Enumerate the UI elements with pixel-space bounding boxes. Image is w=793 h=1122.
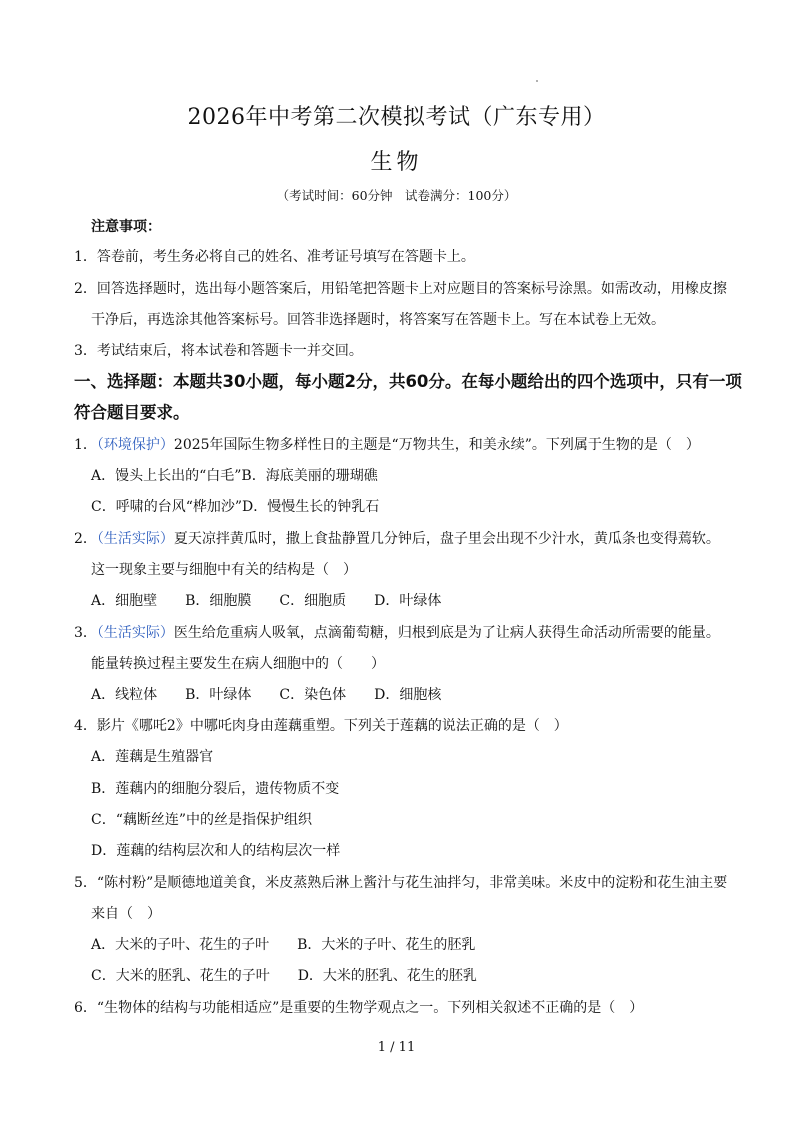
question-1 xyxy=(74,435,700,455)
question-3-tag: （生活实际） xyxy=(96,625,174,641)
scan-dot xyxy=(536,80,538,82)
note-1: 1．答卷前，考生务必将自己的姓名、准考证号填写在答题卡上。 xyxy=(74,249,475,265)
question-6-text: 6．“生物体的结构与功能相适应”是重要的生物学观点之一。下列相关叙述不正确的是（ ） xyxy=(74,1000,644,1016)
question-4-option-a: A．莲藕是生殖器官 xyxy=(91,749,214,765)
question-1-number: 1． xyxy=(74,437,97,453)
question-2-number: 2． xyxy=(74,531,97,547)
exam-subject: 生物 xyxy=(370,150,423,175)
question-2-options: A．细胞壁 B．细胞膜 C．细胞质 D．叶绿体 xyxy=(91,593,442,609)
question-1-options-cd: C．呼啸的台风“桦加沙”D．慢慢生长的钟乳石 xyxy=(91,499,380,515)
question-4-option-d: D．莲藕的结构层次和人的结构层次一样 xyxy=(91,843,341,859)
note-2-line-2: 干净后，再选涂其他答案标号。回答非选择题时，将答案写在答题卡上。写在本试卷上无效。 xyxy=(91,312,665,328)
question-3-options: A．线粒体 B．叶绿体 C．染色体 D．细胞核 xyxy=(91,687,442,703)
question-4-option-c: C．“藕断丝连”中的丝是指保护组织 xyxy=(91,812,313,828)
question-1-options-ab: A．馒头上长出的“白毛”B．海底美丽的珊瑚礁 xyxy=(91,468,378,484)
note-2-line-1: 2．回答选择题时，选出每小题答案后，用铅笔把答题卡上对应题目的答案标号涂黑。如需改动，用橡皮擦 xyxy=(74,281,727,297)
question-3-text-2: 能量转换过程主要发生在病人细胞中的（ ） xyxy=(91,656,385,672)
question-5-text-2: 来自（ ） xyxy=(91,906,161,922)
question-3-text: 医生给危重病人吸氧，点滴葡萄糖，归根到底是为了让病人获得生命活动所需要的能量。 xyxy=(173,625,720,641)
question-4-option-b: B．莲藕内的细胞分裂后，遗传物质不变 xyxy=(91,781,340,797)
question-2-text-2: 这一现象主要与细胞中有关的结构是（ ） xyxy=(91,562,357,578)
notes-heading: 注意事项： xyxy=(91,219,161,235)
question-2-tag: （生活实际） xyxy=(96,531,174,547)
exam-meta: （考试时间：60分钟 试卷满分：100分） xyxy=(276,188,517,203)
question-2 xyxy=(74,529,720,549)
question-4-text: 4．影片《哪吒2》中哪吒肉身由莲藕重塑。下列关于莲藕的说法正确的是（ ） xyxy=(74,718,568,734)
section-heading-line-1: 一、选择题：本题共30小题，每小题2分，共60分。在每小题给出的四个选项中，只有一项 xyxy=(74,372,742,391)
exam-title: 2026年中考第二次模拟考试（广东专用） xyxy=(187,105,606,130)
section-heading-line-2: 符合题目要求。 xyxy=(74,403,190,422)
question-3 xyxy=(74,623,720,643)
question-5-text: 5．“陈村粉”是顺德地道美食，米皮蒸熟后淋上酱汁与花生油拌匀，非常美味。米皮中的淀粉和花生油主要 xyxy=(74,875,728,891)
question-5-options-ab: A．大米的子叶、花生的子叶 B．大米的子叶、花生的胚乳 xyxy=(91,937,476,953)
question-1-text: 2025年国际生物多样性日的主题是“万物共生，和美永续”。下列属于生物的是（ ） xyxy=(173,437,700,453)
page-number: 1 / 11 xyxy=(377,1040,416,1055)
note-3: 3．考试结束后，将本试卷和答题卡一并交回。 xyxy=(74,343,363,359)
question-3-number: 3． xyxy=(74,625,97,641)
question-1-tag: （环境保护） xyxy=(96,437,174,453)
question-5-options-cd: C．大米的胚乳、花生的子叶 D．大米的胚乳、花生的胚乳 xyxy=(91,968,477,984)
question-2-text: 夏天凉拌黄瓜时，撒上食盐静置几分钟后，盘子里会出现不少汁水，黄瓜条也变得蔫软。 xyxy=(173,531,720,547)
